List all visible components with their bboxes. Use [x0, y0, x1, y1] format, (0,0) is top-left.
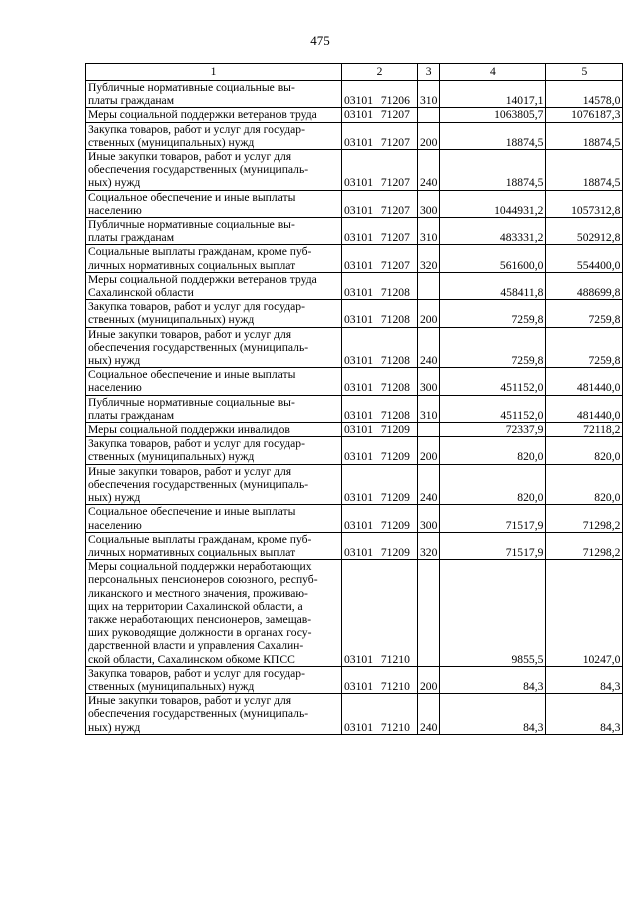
table-row [86, 300, 623, 327]
header-row [86, 64, 623, 81]
row-value-col5: 71298,2 [546, 505, 623, 532]
row-type-cell: 200 [418, 300, 440, 327]
row-value-col4: 451152,0 [440, 368, 546, 395]
row-name-cell: Иные закупки товаров, работ и услуг для обеспечения государственных (муниципаль- ных) нужд [86, 694, 342, 735]
row-value-col5: 72118,2 [546, 423, 623, 437]
row-code-cell: 03101 71207 [342, 122, 418, 149]
table-row [86, 368, 623, 395]
table-row [86, 218, 623, 245]
row-code-cell: 03101 71208 [342, 368, 418, 395]
row-type-cell: 200 [418, 666, 440, 693]
table-row [86, 327, 623, 368]
row-code-cell: 03101 71209 [342, 505, 418, 532]
table-row [86, 150, 623, 191]
table-row [86, 437, 623, 464]
row-value-col5: 14578,0 [546, 81, 623, 108]
row-type-cell [418, 560, 440, 667]
row-type-cell: 240 [418, 464, 440, 505]
row-type-cell [418, 423, 440, 437]
row-code-cell: 03101 71208 [342, 300, 418, 327]
row-name-cell: Закупка товаров, работ и услуг для государ- ственных (муниципальных) нужд [86, 666, 342, 693]
row-name-cell: Иные закупки товаров, работ и услуг для обеспечения государственных (муниципаль- ных) нужд [86, 327, 342, 368]
header-col-4: 4 [440, 64, 546, 81]
row-type-cell: 300 [418, 505, 440, 532]
row-value-col4: 84,3 [440, 666, 546, 693]
row-name-cell: Меры социальной поддержки ветеранов труда Сахалинской области [86, 272, 342, 299]
row-value-col4: 451152,0 [440, 395, 546, 422]
table-row [86, 532, 623, 559]
row-value-col4: 84,3 [440, 694, 546, 735]
row-value-col4: 18874,5 [440, 150, 546, 191]
header-col-3: 3 [418, 64, 440, 81]
row-type-cell: 320 [418, 245, 440, 272]
row-type-cell: 310 [418, 81, 440, 108]
row-value-col5: 488699,8 [546, 272, 623, 299]
row-value-col5: 481440,0 [546, 395, 623, 422]
row-name-cell: Социальное обеспечение и иные выплаты населению [86, 505, 342, 532]
row-code-cell: 03101 71207 [342, 108, 418, 122]
row-value-col4: 820,0 [440, 437, 546, 464]
header-col-1: 1 [86, 64, 342, 81]
row-value-col5: 7259,8 [546, 327, 623, 368]
row-value-col5: 820,0 [546, 437, 623, 464]
table-row [86, 694, 623, 735]
row-name-cell: Меры социальной поддержки ветеранов труда [86, 108, 342, 122]
row-type-cell: 200 [418, 437, 440, 464]
row-code-cell: 03101 71209 [342, 464, 418, 505]
table-row [86, 666, 623, 693]
table-row [86, 272, 623, 299]
row-code-cell: 03101 71207 [342, 218, 418, 245]
table-row [86, 122, 623, 149]
row-value-col4: 820,0 [440, 464, 546, 505]
row-type-cell: 320 [418, 532, 440, 559]
row-value-col4: 72337,9 [440, 423, 546, 437]
row-name-cell: Иные закупки товаров, работ и услуг для обеспечения государственных (муниципаль- ных) нужд [86, 150, 342, 191]
row-type-cell: 300 [418, 368, 440, 395]
table-row [86, 560, 623, 667]
row-code-cell: 03101 71207 [342, 190, 418, 217]
table-row [86, 81, 623, 108]
row-value-col4: 71517,9 [440, 505, 546, 532]
row-name-cell: Социальные выплаты гражданам, кроме пуб- личных нормативных социальных выплат [86, 532, 342, 559]
row-value-col5: 502912,8 [546, 218, 623, 245]
table-row [86, 505, 623, 532]
row-value-col5: 18874,5 [546, 122, 623, 149]
row-value-col5: 84,3 [546, 694, 623, 735]
row-value-col5: 1076187,3 [546, 108, 623, 122]
row-code-cell: 03101 71206 [342, 81, 418, 108]
row-code-cell: 03101 71209 [342, 423, 418, 437]
row-name-cell: Меры социальной поддержки неработающих персональных пенсионеров союзного, респуб- ликанского и местного значения, проживаю- щих на территории Сахалинской области, а также неработающих пенсионеров, замещав- ших руководящие должности в органах госу- дарственной власти и управления Сахалин- ской области, Сахалинском обкоме КПСС [86, 560, 342, 667]
row-name-cell: Закупка товаров, работ и услуг для государ- ственных (муниципальных) нужд [86, 300, 342, 327]
row-type-cell: 200 [418, 122, 440, 149]
row-value-col4: 1044931,2 [440, 190, 546, 217]
row-code-cell: 03101 71210 [342, 560, 418, 667]
row-type-cell: 240 [418, 150, 440, 191]
row-name-cell: Публичные нормативные социальные вы- платы гражданам [86, 395, 342, 422]
row-type-cell: 310 [418, 395, 440, 422]
header-col-2: 2 [342, 64, 418, 81]
page-number: 475 [310, 33, 330, 48]
row-value-col5: 10247,0 [546, 560, 623, 667]
budget-table [85, 63, 623, 735]
row-name-cell: Публичные нормативные социальные вы- платы гражданам [86, 81, 342, 108]
row-value-col5: 481440,0 [546, 368, 623, 395]
row-value-col5: 1057312,8 [546, 190, 623, 217]
row-name-cell: Социальное обеспечение и иные выплаты населению [86, 368, 342, 395]
row-code-cell: 03101 71208 [342, 272, 418, 299]
table-row [86, 245, 623, 272]
row-code-cell: 03101 71209 [342, 532, 418, 559]
table-row [86, 190, 623, 217]
row-name-cell: Публичные нормативные социальные вы- платы гражданам [86, 218, 342, 245]
row-type-cell: 240 [418, 694, 440, 735]
row-name-cell: Меры социальной поддержки инвалидов [86, 423, 342, 437]
header-col-5: 5 [546, 64, 623, 81]
row-value-col4: 483331,2 [440, 218, 546, 245]
row-code-cell: 03101 71210 [342, 666, 418, 693]
row-value-col4: 14017,1 [440, 81, 546, 108]
row-value-col5: 820,0 [546, 464, 623, 505]
row-name-cell: Иные закупки товаров, работ и услуг для обеспечения государственных (муниципаль- ных) нужд [86, 464, 342, 505]
row-value-col4: 1063805,7 [440, 108, 546, 122]
row-value-col4: 561600,0 [440, 245, 546, 272]
row-type-cell [418, 108, 440, 122]
row-type-cell [418, 272, 440, 299]
row-value-col5: 84,3 [546, 666, 623, 693]
row-name-cell: Социальные выплаты гражданам, кроме пуб- личных нормативных социальных выплат [86, 245, 342, 272]
row-code-cell: 03101 71209 [342, 437, 418, 464]
row-value-col4: 458411,8 [440, 272, 546, 299]
table-row [86, 395, 623, 422]
row-code-cell: 03101 71208 [342, 327, 418, 368]
table-row [86, 464, 623, 505]
row-value-col4: 71517,9 [440, 532, 546, 559]
table-row [86, 423, 623, 437]
row-value-col5: 18874,5 [546, 150, 623, 191]
row-value-col5: 554400,0 [546, 245, 623, 272]
row-value-col4: 7259,8 [440, 300, 546, 327]
table-row [86, 108, 623, 122]
row-value-col4: 7259,8 [440, 327, 546, 368]
row-code-cell: 03101 71208 [342, 395, 418, 422]
row-value-col5: 7259,8 [546, 300, 623, 327]
row-type-cell: 310 [418, 218, 440, 245]
row-code-cell: 03101 71207 [342, 150, 418, 191]
row-value-col4: 18874,5 [440, 122, 546, 149]
row-code-cell: 03101 71207 [342, 245, 418, 272]
row-value-col4: 9855,5 [440, 560, 546, 667]
row-name-cell: Закупка товаров, работ и услуг для государ- ственных (муниципальных) нужд [86, 122, 342, 149]
row-name-cell: Социальное обеспечение и иные выплаты населению [86, 190, 342, 217]
row-value-col5: 71298,2 [546, 532, 623, 559]
row-type-cell: 240 [418, 327, 440, 368]
row-name-cell: Закупка товаров, работ и услуг для государ- ственных (муниципальных) нужд [86, 437, 342, 464]
row-type-cell: 300 [418, 190, 440, 217]
row-code-cell: 03101 71210 [342, 694, 418, 735]
